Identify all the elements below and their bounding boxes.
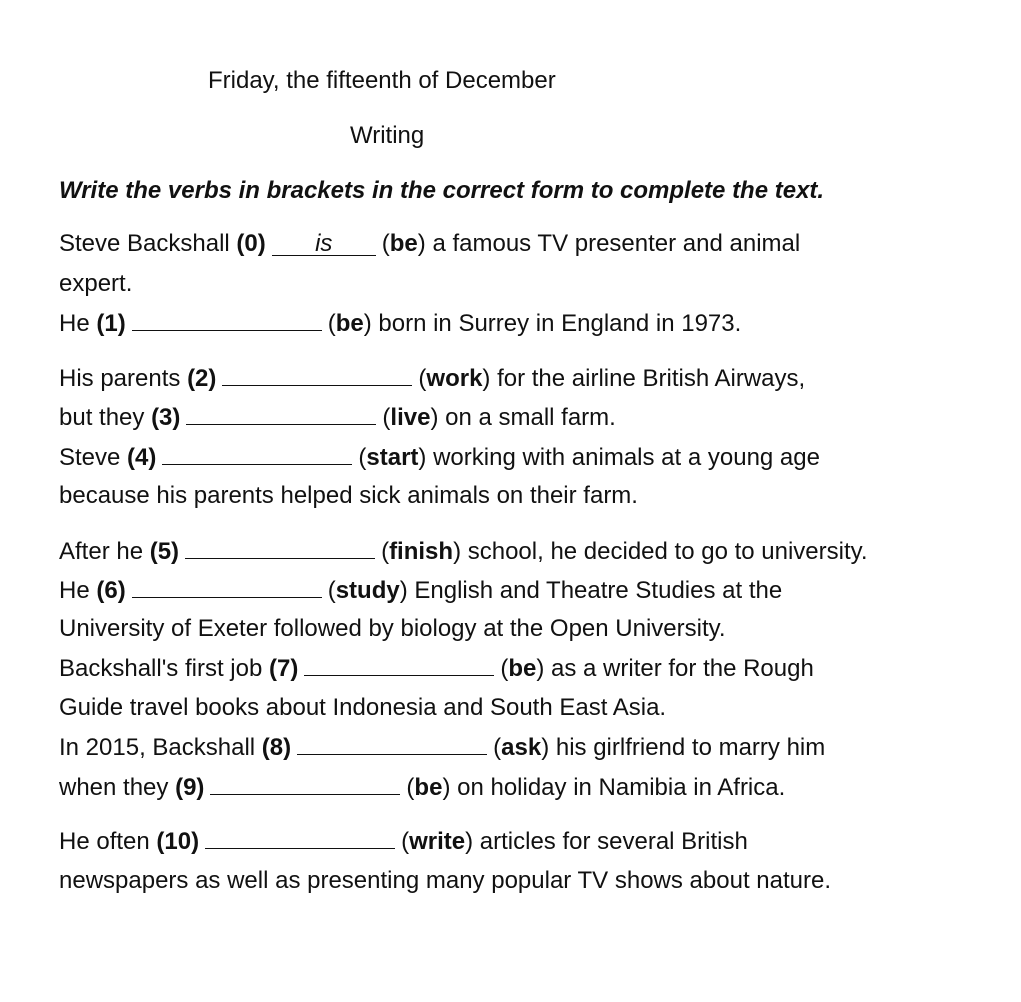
exercise-line-7: Backshall's first job (7) (be) as a writer for the Rough: [59, 655, 814, 682]
item-number: (8): [261, 734, 292, 761]
verb-hint: live: [390, 404, 431, 431]
item-number: (5): [149, 538, 180, 565]
verb-hint: work: [426, 365, 483, 392]
item-number: (1): [96, 310, 126, 337]
answer-blank[interactable]: is: [272, 233, 376, 256]
exercise-line-text: because his parents helped sick animals on their farm.: [59, 482, 638, 509]
exercise-line-3: but they (3) (live) on a small farm.: [59, 404, 616, 431]
exercise-line-1: He (1) (be) born in Surrey in England in 1973.: [59, 310, 742, 337]
exercise-line-text: University of Exeter followed by biology at the Open University.: [59, 615, 726, 642]
verb-hint: ask: [501, 734, 542, 761]
exercise-line-5: After he (5) (finish) school, he decided to go to university.: [59, 538, 868, 565]
answer-blank[interactable]: [304, 653, 494, 676]
exercise-line-4: Steve (4) (start) working with animals at a young age: [59, 444, 820, 471]
exercise-line-9: when they (9) (be) on holiday in Namibia in Africa.: [59, 774, 786, 801]
item-number: (9): [175, 774, 205, 801]
item-number: (10): [156, 828, 200, 855]
exercise-line-2: His parents (2) (work) for the airline British Airways,: [59, 365, 806, 392]
item-number: (7): [269, 655, 299, 682]
answer-blank[interactable]: [210, 772, 400, 795]
item-number: (0): [236, 230, 266, 257]
exercise-line-10: He often (10) (write) articles for several British: [59, 828, 748, 855]
item-number: (2): [187, 365, 217, 392]
verb-hint: study: [335, 577, 400, 604]
exercise-line-text: newspapers as well as presenting many popular TV shows about nature.: [59, 867, 831, 894]
exercise-line-text: Guide travel books about Indonesia and South East Asia.: [59, 694, 667, 721]
exercise-line-6: He (6) (study) English and Theatre Studies at the: [59, 577, 783, 604]
item-number: (3): [151, 404, 181, 431]
exercise-line-text: expert.: [59, 270, 133, 297]
answer-blank[interactable]: [222, 363, 412, 386]
answer-blank[interactable]: [185, 536, 375, 559]
page-title: Writing: [350, 122, 425, 149]
verb-hint: start: [366, 444, 419, 471]
answer-blank[interactable]: [205, 826, 395, 849]
answer-blank[interactable]: [132, 308, 322, 331]
item-number: (6): [96, 577, 126, 604]
answer-blank[interactable]: [162, 442, 352, 465]
verb-hint: be: [414, 774, 443, 801]
item-number: (4): [127, 444, 157, 471]
answer-blank[interactable]: [132, 575, 322, 598]
verb-hint: be: [508, 655, 537, 682]
exercise-line-8: In 2015, Backshall (8) (ask) his girlfriend to marry him: [59, 734, 826, 761]
date-heading: Friday, the fifteenth of December: [208, 67, 556, 94]
verb-hint: finish: [389, 538, 454, 565]
answer-blank[interactable]: [297, 732, 487, 755]
verb-hint: be: [389, 230, 418, 257]
verb-hint: write: [409, 828, 466, 855]
verb-hint: be: [335, 310, 364, 337]
exercise-line-0: Steve Backshall (0) is (be) a famous TV presenter and animal: [59, 230, 801, 257]
answer-blank[interactable]: [186, 402, 376, 425]
instructions: Write the verbs in brackets in the correct form to complete the text.: [59, 177, 825, 204]
